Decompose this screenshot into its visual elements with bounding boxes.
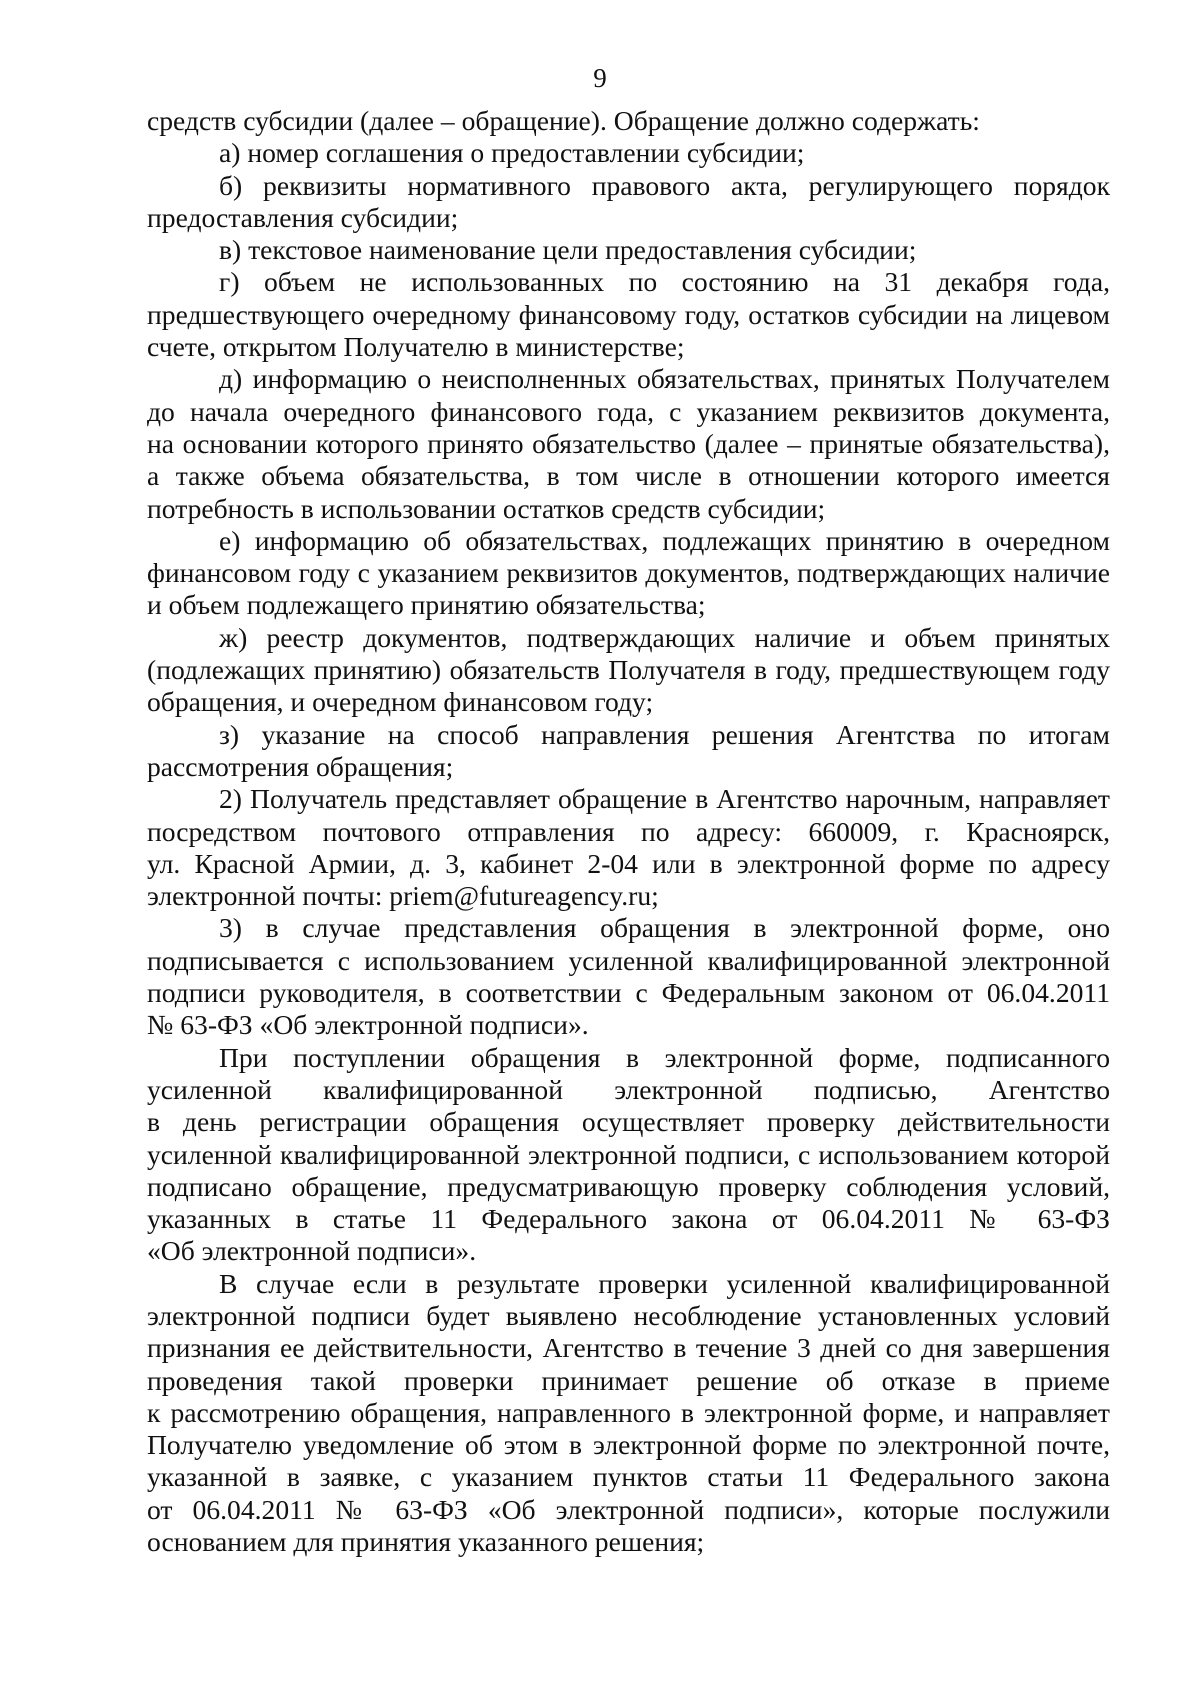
text-line: «Об электронной подписи». — [147, 1235, 477, 1267]
text-line: усиленной квалифицированной электронной подписи, с использованием которой — [147, 1138, 1110, 1170]
text-line: з) указание на способ направления решения Агентства по итогам — [219, 718, 1110, 750]
text-line: указанной в заявке, с указанием пунктов статьи 11 Федерального закона — [147, 1461, 1110, 1493]
text-line: б) реквизиты нормативного правового акта, регулирующего порядок — [219, 169, 1110, 201]
text-line: признания ее действительности, Агентство в течение 3 дней со дня завершения — [147, 1332, 1110, 1364]
text-line: основанием для принятия указанного решения; — [147, 1526, 705, 1558]
text-line: обращения, и очередном финансовом году; — [147, 686, 654, 718]
document-body — [147, 105, 1110, 1558]
text-line: указанных в статье 11 Федерального закона от 06.04.2011 № 63-ФЗ — [147, 1203, 1110, 1235]
text-line: 2) Получатель представляет обращение в Агентство нарочным, направляет — [219, 783, 1110, 815]
text-line: финансовом году с указанием реквизитов документов, подтверждающих наличие — [147, 557, 1110, 589]
text-line: предоставления субсидии; — [147, 201, 459, 233]
text-line: д) информацию о неисполненных обязательствах, принятых Получателем — [219, 363, 1110, 395]
text-line: а также объема обязательства, в том числе в отношении которого имеется — [147, 460, 1110, 492]
text-line: ж) реестр документов, подтверждающих наличие и объем принятых — [219, 621, 1110, 653]
text-line: на основании которого принято обязательство (далее – принятые обязательства), — [147, 427, 1110, 459]
text-line: В случае если в результате проверки усиленной квалифицированной — [219, 1267, 1110, 1299]
text-line: а) номер соглашения о предоставлении субсидии; — [219, 137, 805, 169]
text-line: г) объем не использованных по состоянию на 31 декабря года, — [219, 266, 1110, 298]
text-line: электронной подписи будет выявлено несоблюдение установленных условий — [147, 1299, 1110, 1331]
text-line: е) информацию об обязательствах, подлежащих принятию в очередном — [219, 524, 1110, 556]
text-line: ул. Красной Армии, д. 3, кабинет 2-04 или в электронной форме по адресу — [147, 847, 1110, 879]
text-line: подписано обращение, предусматривающую проверку соблюдения условий, — [147, 1170, 1110, 1202]
text-line: (подлежащих принятию) обязательств Получателя в году, предшествующем году — [147, 654, 1110, 686]
text-line: и объем подлежащего принятию обязательства; — [147, 589, 706, 621]
text-line: подписи руководителя, в соответствии с Федеральным законом от 06.04.2011 — [147, 977, 1110, 1009]
text-line: 3) в случае представления обращения в электронной форме, оно — [219, 912, 1110, 944]
text-line: посредством почтового отправления по адресу: 660009, г. Красноярск, — [147, 815, 1110, 847]
text-line: Получателю уведомление об этом в электронной форме по электронной почте, — [147, 1429, 1110, 1461]
text-line: При поступлении обращения в электронной форме, подписанного — [219, 1041, 1110, 1073]
text-line: в) текстовое наименование цели предоставления субсидии; — [219, 234, 917, 266]
text-line: электронной почты: priem@futureagency.ru; — [147, 880, 659, 912]
text-line: № 63-ФЗ «Об электронной подписи». — [147, 1009, 589, 1041]
text-line: проведения такой проверки принимает решение об отказе в приеме — [147, 1364, 1110, 1396]
text-line: рассмотрения обращения; — [147, 750, 454, 782]
text-line: до начала очередного финансового года, с указанием реквизитов документа, — [147, 395, 1110, 427]
text-line: подписывается с использованием усиленной квалифицированной электронной — [147, 944, 1110, 976]
text-line: к рассмотрению обращения, направленного в электронной форме, и направляет — [147, 1396, 1110, 1428]
text-line: предшествующего очередному финансовому году, остатков субсидии на лицевом — [147, 298, 1110, 330]
text-line: в день регистрации обращения осуществляет проверку действительности — [147, 1106, 1110, 1138]
text-line: усиленной квалифицированной электронной подписью, Агентство — [147, 1073, 1110, 1105]
text-line: от 06.04.2011 № 63-ФЗ «Об электронной подписи», которые послужили — [147, 1493, 1110, 1525]
text-line: счете, открытом Получателю в министерстве; — [147, 331, 685, 363]
text-line: средств субсидии (далее – обращение). Обращение должно содержать: — [147, 105, 980, 136]
page-number: 9 — [593, 63, 607, 93]
text-line: потребность в использовании остатков средств субсидии; — [147, 492, 826, 524]
